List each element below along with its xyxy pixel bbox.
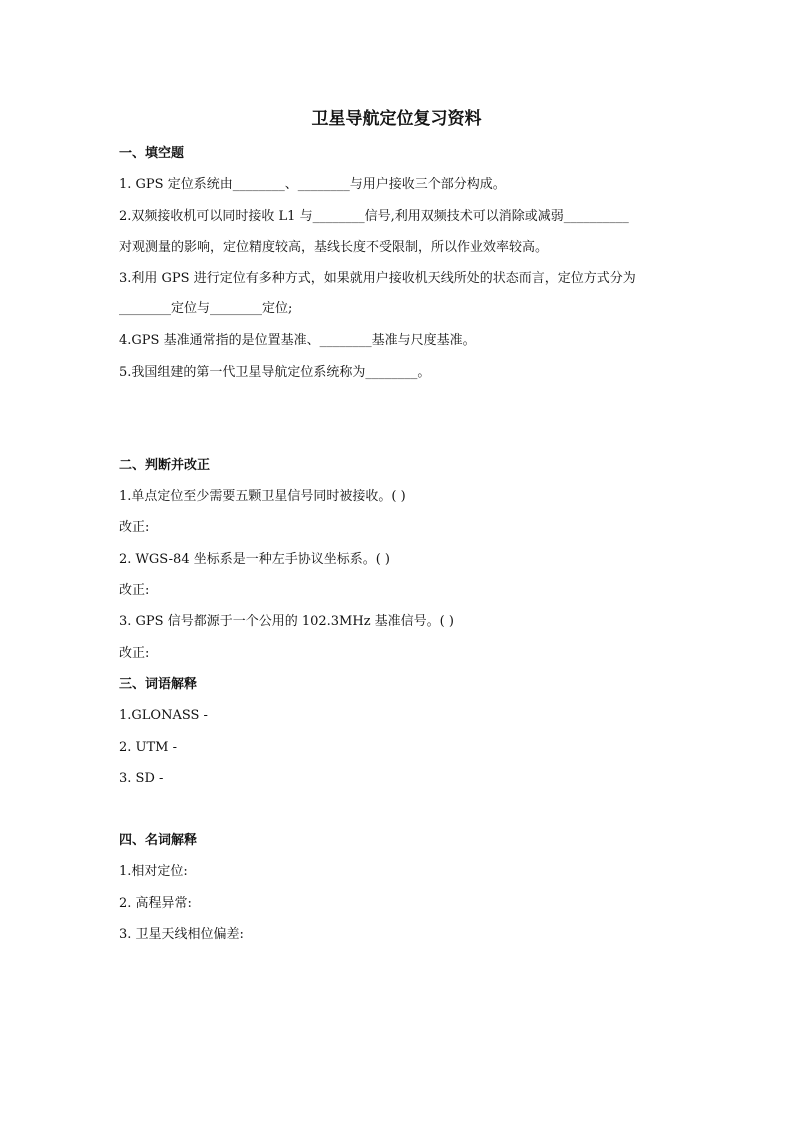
question-1-5: 5.我国组建的第一代卫星导航定位系统称为________。: [119, 365, 431, 380]
correction-2-3: 改正:: [119, 646, 150, 661]
question-1-1: 1. GPS 定位系统由________、________与用户接收三个部分构成。: [119, 177, 506, 192]
question-1-3-line2: ________定位与________定位;: [119, 301, 293, 316]
question-2-3: 3. GPS 信号都源于一个公用的 102.3MHz 基准信号。( ): [119, 614, 454, 629]
question-4-2: 2. 高程异常:: [119, 896, 192, 911]
question-2-1: 1.单点定位至少需要五颗卫星信号同时被接收。( ): [119, 489, 406, 504]
question-1-2-line2: 对观测量的影响，定位精度较高，基线长度不受限制，所以作业效率较高。: [119, 240, 549, 255]
question-3-2: 2. UTM -: [119, 740, 177, 755]
section-heading-fill-blank: 一、填空题: [119, 146, 185, 161]
document-title: 卫星导航定位复习资料: [311, 109, 482, 129]
question-3-3: 3. SD -: [119, 771, 164, 786]
question-1-3-line1: 3.利用 GPS 进行定位有多种方式，如果就用户接收机天线所处的状态而言，定位方式分为: [119, 271, 636, 286]
question-2-2: 2. WGS-84 坐标系是一种左手协议坐标系。( ): [119, 552, 391, 567]
correction-2-2: 改正:: [119, 583, 150, 598]
section-heading-term-explanation: 三、词语解释: [119, 677, 198, 692]
question-1-2-line1: 2.双频接收机可以同时接收 L1 与________信号,利用双频技术可以消除或减弱__________: [119, 209, 629, 224]
section-heading-true-false: 二、判断并改正: [119, 458, 211, 473]
correction-2-1: 改正:: [119, 520, 150, 535]
question-1-4: 4.GPS 基准通常指的是位置基准、________基准与尺度基准。: [119, 333, 476, 348]
question-4-1: 1.相对定位:: [119, 864, 188, 879]
question-3-1: 1.GLONASS -: [119, 708, 208, 723]
section-heading-noun-explanation: 四、名词解释: [119, 833, 198, 848]
question-4-3: 3. 卫星天线相位偏差:: [119, 927, 244, 942]
